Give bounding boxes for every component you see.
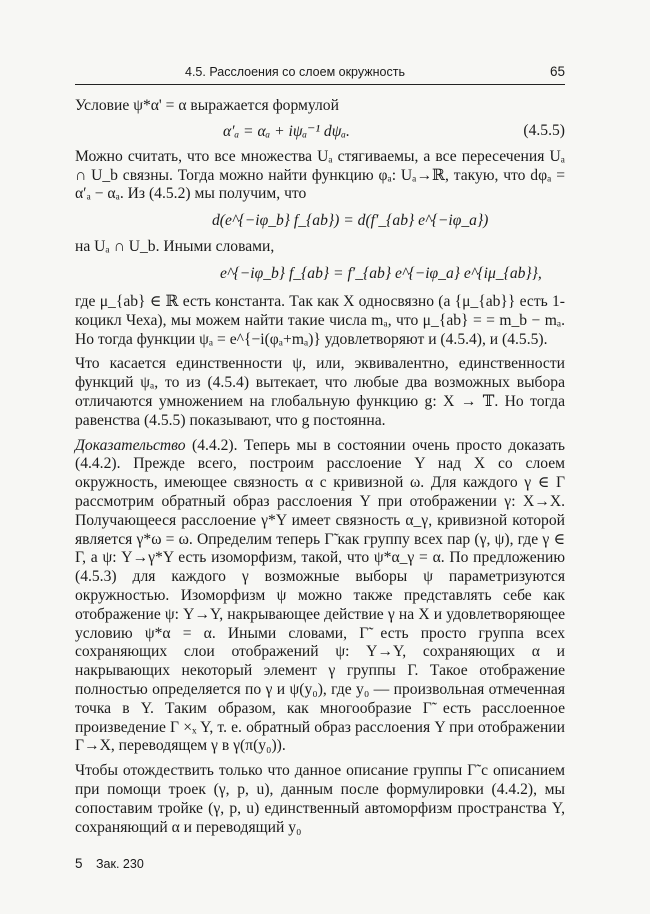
- page-body: [75, 97, 565, 837]
- paragraph: где μ_{ab} ∈ ℝ есть константа. Так как X односвязно (а {μ_{ab}} есть 1-коцикл Чеха), мы можем найти такие числа mₐ, что μ_{ab} = = m_b − mₐ. Но тогда функции ψₐ = e^{−i(φₐ+mₐ)} удовлетворяют и (4.5.4), и (4.5.5).: [75, 292, 565, 348]
- paragraph: на Uₐ ∩ U_b. Иными словами,: [75, 238, 275, 256]
- equation-expression: e^{−iφ_b} f_{ab} = f′_{ab} e^{−iφ_a} e^{iμ_{ab}},: [220, 264, 542, 282]
- equation-expression: α′ₐ = αₐ + iψₐ⁻¹ dψₐ.: [223, 122, 350, 140]
- proof-paragraph: [75, 437, 565, 757]
- section-title: 4.5. Расслоения со слоем окружность: [185, 65, 405, 79]
- proof-lead: Доказательство: [75, 436, 186, 454]
- running-header: [75, 64, 565, 85]
- equation-expression: d(e^{−iφ_b} f_{ab}) = d(f′_{ab} e^{−iφ_a}): [212, 212, 489, 230]
- equation-number: (4.5.5): [523, 121, 565, 139]
- page-footer: [75, 856, 144, 871]
- proof-text: (4.4.2). Теперь мы в состоянии очень просто доказать (4.4.2). Прежде всего, построим расслоение Y над X со слоем окружность, имеющее связность α с кривизной ω. Для каждого γ ∈ Γ рассмотрим обратный образ расслоения Y при отображении γ: X→X. Получающееся расслоение γ*Y имеет связность α_γ, кривизной которой является γ*ω = ω. Определим теперь Γ̃ как группу всех пар (γ, ψ), где γ ∈ Γ, а ψ: Y→γ*Y есть изоморфизм, такой, что ψ*α_γ = α. По предложению (4.5.3) для каждого γ возможные выборы ψ параметризуются окружностью. Изоморфизм ψ можно также представлять себе как отображение ψ: Y→Y, накрывающее действие γ на X и удовлетворяющее условию ψ*α = α. Иными словами, Γ̃ есть просто группа всех сохраняющих слои отображений ψ: Y→Y, сохраняющих α и накрывающих некоторый элемент γ группы Γ. Такое отображение полностью определяется по γ и ψ(y₀), где y₀ — произвольная отмеченная точка в Y. Таким образом, как многообразие Γ̃ есть расслоенное произведение Γ ×ₓ Y, т. е. обратный образ расслоения Y при отображении Γ→X, переводящем γ в γ(π(y₀)).: [75, 436, 565, 755]
- equation-unnumbered: [75, 257, 565, 293]
- paragraph: Можно считать, что все множества Uₐ стягиваемы, а все пересечения Uₐ ∩ U_b связны. Тогда можно найти функцию φₐ: Uₐ→ℝ, такую, что dφₐ = α′ₐ − αₐ. Из (4.5.2) мы получим, что: [75, 147, 565, 203]
- page-number: 65: [549, 64, 565, 79]
- paragraph: Что касается единственности ψ, или, эквивалентно, единственности функций ψₐ, то из (4.5.4) вытекает, что любые два возможных выбора отличаются умножением на глобальную функцию g: X → 𝕋. Но тогда равенства (4.5.5) показывают, что g постоянна.: [75, 355, 565, 429]
- paragraph: Чтобы отождествить только что данное описание группы Γ̃ с описанием при помощи троек (γ, p, u), данным после формулировки (4.4.2), мы сопоставим тройке (γ, p, u) единственный автоморфизм пространства Y, сохраняющий α и переводящий y₀: [75, 762, 565, 836]
- paragraph: Условие ψ*α' = α выражается формулой: [75, 97, 339, 114]
- equation-unnumbered: [75, 204, 565, 238]
- equation-4-5-5: [75, 116, 565, 148]
- order-note: Зак. 230: [96, 857, 144, 871]
- signature-number: 5: [75, 856, 83, 871]
